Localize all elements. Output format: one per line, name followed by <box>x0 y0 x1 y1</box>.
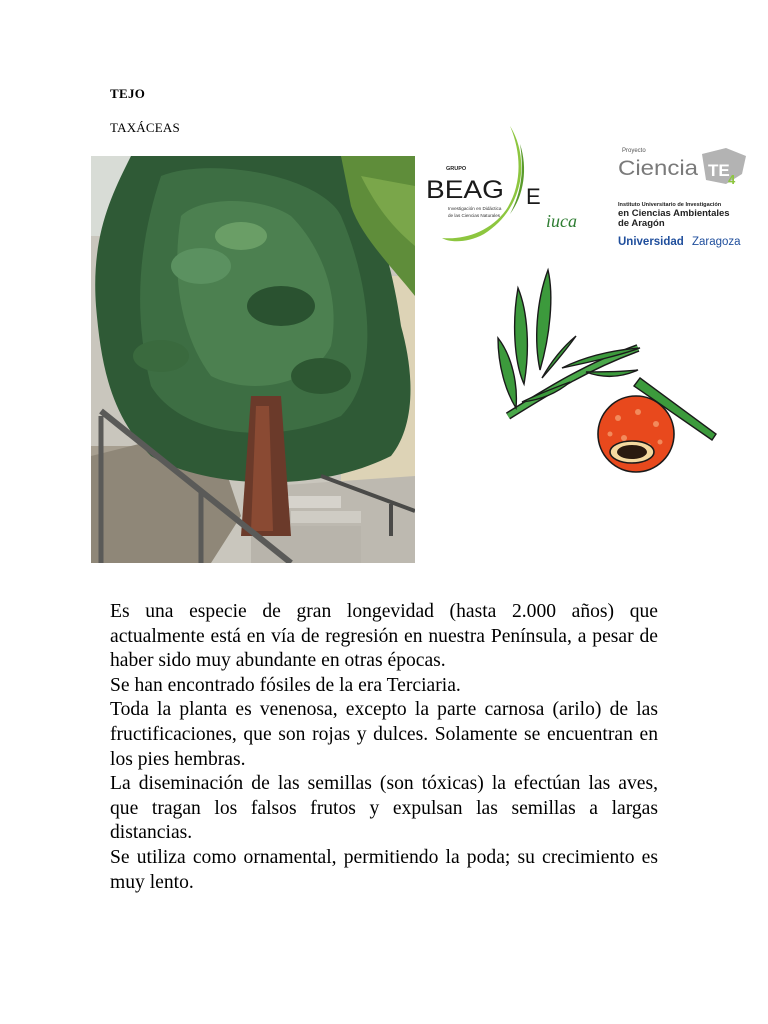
description-paragraph: Toda la planta es venenosa, excepto la parte carnosa (arilo) de las fructificaciones, que son rojas y dulces. Solamente se encuentran en los pies hembras. <box>110 699 658 770</box>
aril-icon <box>598 396 674 472</box>
family-subtitle: TAXÁCEAS <box>110 120 180 135</box>
ciencia-name: Ciencia <box>618 157 699 180</box>
beagle-grupo-label: GRUPO <box>446 166 467 172</box>
beagle-iuca-logo <box>424 124 604 246</box>
page-title: TEJO <box>110 86 146 101</box>
description-paragraph: Se han encontrado fósiles de la era Terciaria. <box>110 674 461 696</box>
universidad-label: Universidad <box>618 236 684 248</box>
yew-tree-photo <box>91 156 415 563</box>
institute-line-3: de Aragón <box>618 218 665 229</box>
te-label: TE <box>708 161 730 180</box>
description-paragraph: La diseminación de las semillas (son tóxicas) la efectúan las aves, que tragan los falsos frutos y expulsan las semillas a largas distancias. <box>110 773 658 844</box>
institute-line-1: Instituto Universitario de Investigación <box>618 202 722 208</box>
description-text <box>110 600 658 895</box>
ciencia-te4-logo <box>614 140 764 252</box>
four-label: 4 <box>728 172 736 187</box>
iuca-label: iuca <box>546 211 577 231</box>
beagle-tagline-2: de las Ciencias Naturales <box>448 213 501 218</box>
beagle-name: BEAG <box>426 176 504 204</box>
institute-line-2: en Ciencias Ambientales <box>618 208 730 219</box>
beagle-letter-e: E <box>526 184 541 209</box>
description-paragraph: Es una especie de gran longevidad (hasta 2.000 años) que actualmente está en vía de regresión en nuestra Península, a pesar de haber sido muy abundante en otras épocas. <box>110 601 658 672</box>
proyecto-label: Proyecto <box>622 148 646 154</box>
yew-sprig-with-aril-drawing <box>468 266 720 476</box>
description-paragraph: Se utiliza como ornamental, permitiendo la poda; su crecimiento es muy lento. <box>110 846 658 893</box>
beagle-tagline-1: Investigación en Didáctica <box>448 206 502 211</box>
zaragoza-label: Zaragoza <box>692 236 741 248</box>
